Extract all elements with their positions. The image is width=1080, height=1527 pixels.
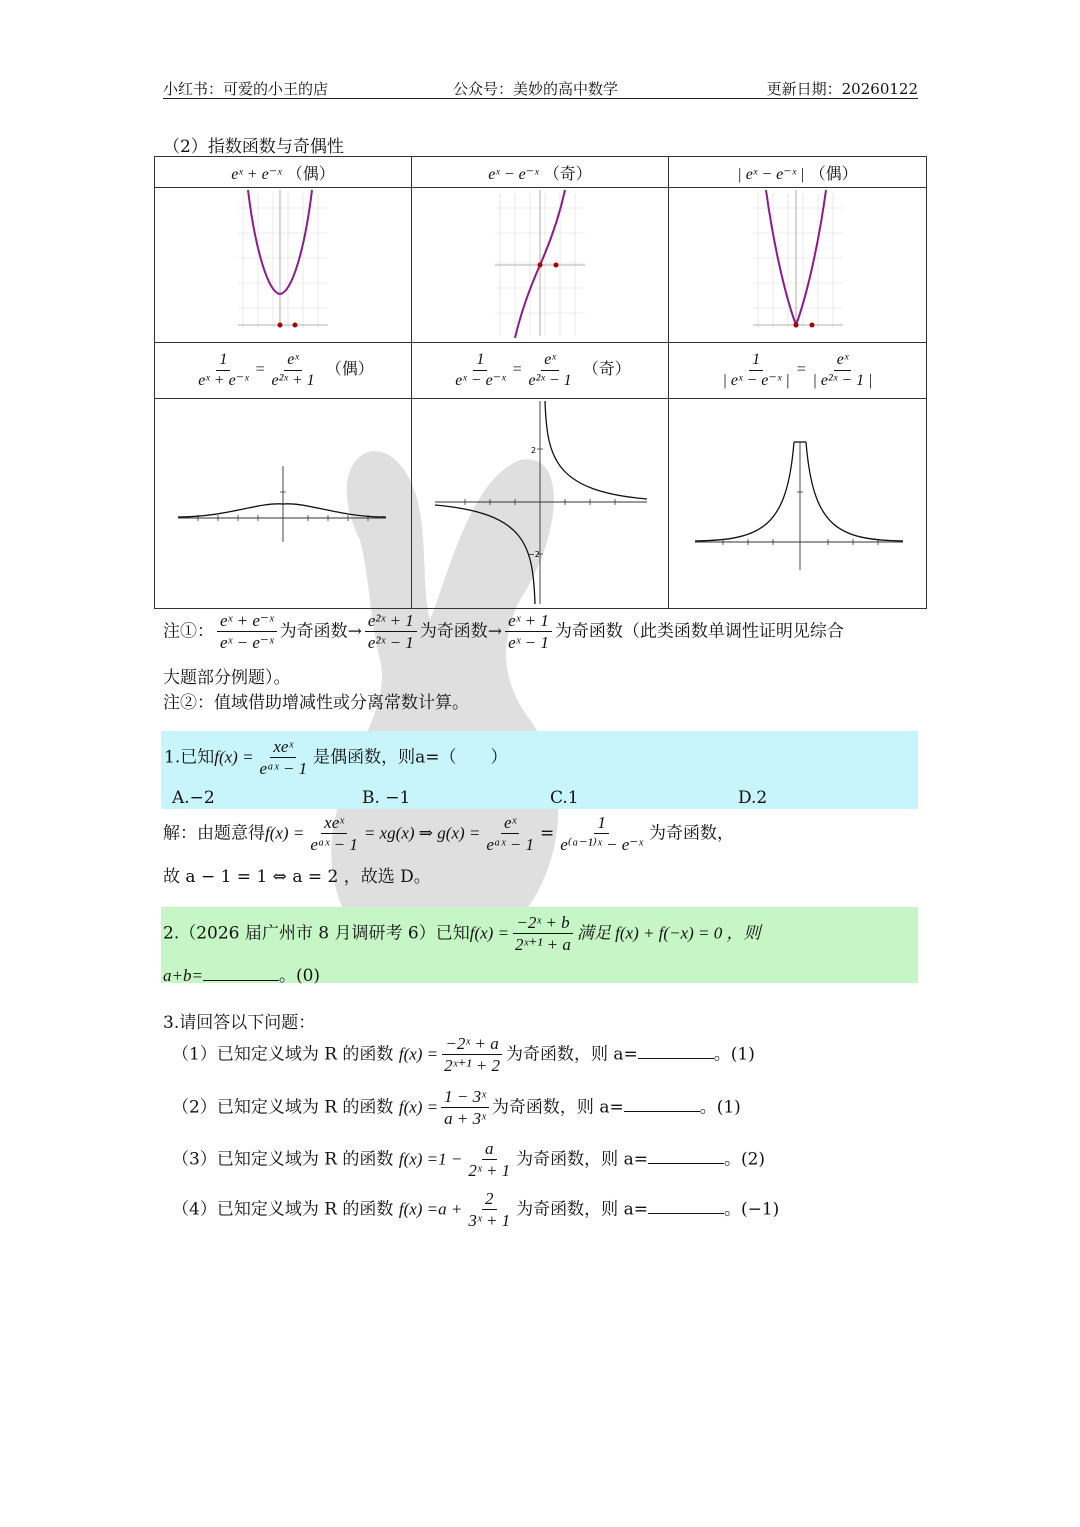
parity-odd: （奇） bbox=[543, 163, 592, 183]
denominator: eᵃˣ − 1 bbox=[259, 759, 308, 779]
denominator: eˣ − e⁻ˣ bbox=[220, 633, 274, 653]
denominator: e²ˣ + 1 bbox=[271, 372, 315, 389]
equals: = bbox=[254, 361, 266, 379]
graph-cell-csch bbox=[412, 399, 669, 609]
note-1 bbox=[163, 610, 844, 654]
note-label: 注①： bbox=[163, 621, 214, 642]
numerator: xeˣ bbox=[270, 736, 296, 758]
numerator: eˣ + e⁻ˣ bbox=[217, 610, 277, 632]
denominator: eᵃˣ − 1 bbox=[486, 835, 534, 855]
item-fx: f(x) = bbox=[398, 1149, 439, 1169]
parity-even: （偶） bbox=[325, 359, 374, 379]
item-pre: a + bbox=[438, 1199, 463, 1219]
graph-cell-cosh bbox=[155, 188, 412, 343]
note-2: 注②：值域借助增减性或分离常数计算。 bbox=[163, 693, 469, 713]
item-fx: f(x) = bbox=[398, 1097, 439, 1117]
numerator: eˣ + 1 bbox=[505, 610, 552, 632]
cell-sech bbox=[155, 343, 412, 399]
header-center: 公众号：美妙的高中数学 bbox=[453, 80, 619, 98]
item-pre: 1 − bbox=[438, 1149, 463, 1169]
header-left: 小红书：可爱的小王的店 bbox=[163, 80, 329, 98]
equals: = bbox=[511, 361, 523, 379]
denominator: eˣ + e⁻ˣ bbox=[198, 372, 249, 389]
numerator: eˣ bbox=[501, 812, 519, 834]
numerator: 1 bbox=[216, 350, 230, 371]
answer-blank[interactable] bbox=[624, 1095, 700, 1112]
numerator: −2ˣ + b bbox=[513, 912, 572, 934]
numerator: eˣ bbox=[284, 350, 302, 371]
answer-blank[interactable] bbox=[648, 1197, 724, 1214]
note-text: 为奇函数→ bbox=[279, 621, 362, 642]
q1-option-c: C.1 bbox=[550, 788, 579, 808]
item-label: （2）已知定义域为 R 的函数 bbox=[172, 1097, 394, 1118]
q1-prefix: 1.已知 bbox=[164, 747, 215, 768]
denominator: e²ˣ − 1 bbox=[528, 372, 572, 389]
graph-sech bbox=[158, 402, 408, 602]
formula-sinh: eˣ − e⁻ˣ bbox=[488, 165, 539, 183]
note-1-cont: 大题部分例题）。 bbox=[163, 668, 291, 688]
denominator: 2ˣ⁺¹ + 2 bbox=[444, 1056, 500, 1076]
numerator: a bbox=[482, 1138, 497, 1160]
equals: = bbox=[539, 823, 555, 844]
item-answer: 。(1) bbox=[699, 1097, 741, 1118]
note-text: 为奇函数（此类函数单调性证明见综合 bbox=[554, 621, 844, 642]
numerator: −2ˣ + a bbox=[442, 1033, 501, 1055]
q3-item-2 bbox=[172, 1086, 741, 1130]
cell-abs-sinh bbox=[669, 157, 927, 188]
numerator: 1 bbox=[749, 350, 763, 371]
answer-blank[interactable] bbox=[638, 1042, 714, 1059]
graph-cell-abs-csch bbox=[669, 399, 927, 609]
item-answer: 。(2) bbox=[723, 1149, 766, 1170]
denominator: a + 3ˣ bbox=[444, 1109, 486, 1129]
denominator: | eˣ − e⁻ˣ | bbox=[722, 372, 790, 389]
q1-option-d: D.2 bbox=[738, 788, 768, 808]
numerator: xeˣ bbox=[321, 812, 347, 834]
function-table bbox=[154, 156, 927, 609]
solution-fx: f(x) = bbox=[265, 823, 305, 843]
numerator: 1 bbox=[594, 812, 609, 834]
q3-item-4 bbox=[172, 1188, 779, 1232]
cell-cosh bbox=[155, 157, 412, 188]
graph-cell-abs-sinh bbox=[669, 188, 927, 343]
q1-ask: a=（ ） bbox=[415, 747, 508, 768]
item-answer: 。(−1) bbox=[723, 1199, 780, 1220]
q2-answer: 。(0) bbox=[278, 966, 321, 986]
q2-suffix: 满足 f(x) + f(−x) = 0 ，则 bbox=[576, 923, 761, 943]
parity-even: （偶） bbox=[286, 163, 335, 183]
denominator: eˣ − 1 bbox=[508, 633, 549, 653]
answer-blank[interactable] bbox=[203, 964, 279, 981]
page-header bbox=[163, 78, 918, 99]
denominator: 2ˣ⁺¹ + a bbox=[515, 935, 571, 955]
denominator: 2ˣ + 1 bbox=[468, 1161, 511, 1181]
svg-text:−2: −2 bbox=[528, 550, 540, 559]
formula-cosh: eˣ + e⁻ˣ bbox=[231, 165, 282, 183]
q1-suffix: 是偶函数，则 bbox=[313, 747, 416, 768]
solution-prefix: 解：由题意得 bbox=[163, 823, 265, 844]
numerator: 1 − 3ˣ bbox=[441, 1086, 489, 1108]
numerator: 2 bbox=[482, 1188, 497, 1210]
numerator: 1 bbox=[473, 350, 487, 371]
question-2-stem bbox=[163, 912, 761, 956]
q2-prefix: 2.（2026 届广州市 8 月调研考 6）已知 bbox=[163, 923, 470, 944]
solution-mid: = xg(x) ⇒ g(x) = bbox=[363, 823, 481, 843]
question-1-stem bbox=[164, 736, 508, 780]
q1-option-b: B. −1 bbox=[362, 788, 411, 808]
equals: = bbox=[795, 361, 807, 379]
q1-option-a: A.−2 bbox=[172, 788, 215, 808]
denominator: e⁽ᵃ⁻¹⁾ˣ − e⁻ˣ bbox=[560, 835, 644, 855]
solution-suffix: 为奇函数， bbox=[649, 823, 735, 844]
q2-answer-line bbox=[163, 961, 320, 986]
item-fx: f(x) = bbox=[398, 1199, 439, 1219]
item-label: （1）已知定义域为 R 的函数 bbox=[172, 1044, 394, 1065]
q3-item-3 bbox=[172, 1138, 765, 1182]
q1-fx: f(x) = bbox=[214, 747, 254, 767]
item-answer: 。(1) bbox=[713, 1044, 755, 1065]
graph-csch bbox=[415, 399, 665, 604]
q2-fx: f(x) = bbox=[469, 923, 510, 943]
graph-cell-sech bbox=[155, 399, 412, 609]
denominator: eᵃˣ − 1 bbox=[310, 835, 358, 855]
cell-sinh bbox=[412, 157, 669, 188]
item-mid: 为奇函数，则 a= bbox=[506, 1044, 638, 1065]
note-text: 为奇函数→ bbox=[419, 621, 503, 642]
q1-solution bbox=[163, 812, 734, 856]
header-right: 更新日期：20260122 bbox=[766, 80, 918, 98]
q3-item-1 bbox=[172, 1033, 755, 1077]
graph-abs-csch bbox=[673, 402, 923, 602]
item-mid: 为奇函数，则 a= bbox=[516, 1199, 648, 1220]
denominator: e²ˣ − 1 bbox=[367, 633, 414, 653]
item-label: （3）已知定义域为 R 的函数 bbox=[172, 1149, 394, 1170]
numerator: eˣ bbox=[541, 350, 559, 371]
item-mid: 为奇函数，则 a= bbox=[491, 1097, 624, 1118]
item-mid: 为奇函数，则 a= bbox=[516, 1149, 648, 1170]
graph-sinh bbox=[490, 188, 590, 338]
cell-abs-csch bbox=[669, 343, 927, 399]
section-title: （2）指数函数与奇偶性 bbox=[163, 137, 344, 157]
denominator: 3ˣ + 1 bbox=[468, 1211, 511, 1231]
svg-text:2: 2 bbox=[531, 446, 537, 455]
q2-ask: a+b= bbox=[163, 966, 203, 985]
question-3-title: 3.请回答以下问题： bbox=[163, 1013, 316, 1033]
parity-even: （偶） bbox=[809, 163, 858, 183]
formula-abs-sinh: | eˣ − e⁻ˣ | bbox=[737, 165, 805, 183]
graph-abs-sinh bbox=[748, 188, 848, 338]
denominator: | e²ˣ − 1 | bbox=[812, 372, 873, 389]
numerator: eˣ bbox=[834, 350, 852, 371]
item-label: （4）已知定义域为 R 的函数 bbox=[172, 1199, 394, 1220]
q1-solution-line2: 故 a − 1 = 1 ⇔ a = 2 ，故选 D。 bbox=[163, 867, 431, 887]
numerator: e²ˣ + 1 bbox=[365, 610, 417, 632]
graph-cell-sinh bbox=[412, 188, 669, 343]
cell-csch bbox=[412, 343, 669, 399]
denominator: eˣ − e⁻ˣ bbox=[455, 372, 506, 389]
item-fx: f(x) = bbox=[398, 1044, 439, 1064]
graph-cosh bbox=[233, 188, 333, 338]
answer-blank[interactable] bbox=[648, 1147, 724, 1164]
parity-odd: （奇） bbox=[582, 359, 631, 379]
